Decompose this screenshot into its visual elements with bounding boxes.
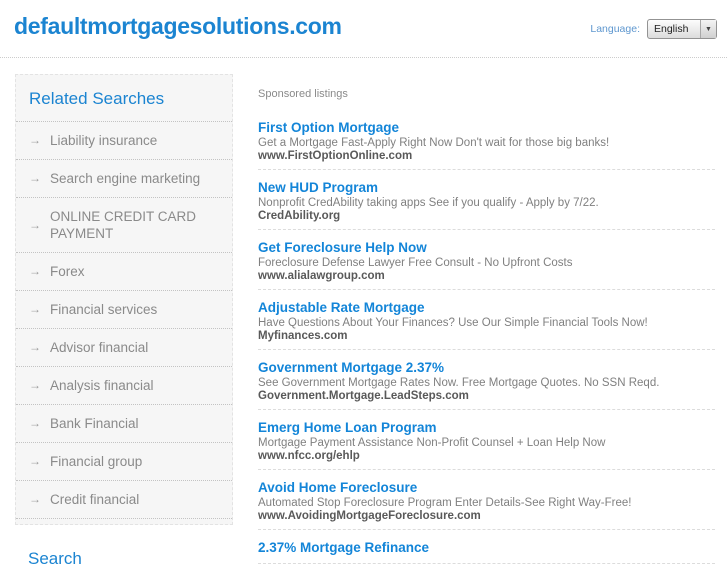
related-search-item[interactable] [16,253,232,291]
listing-url: Government.Mortgage.LeadSteps.com [258,390,469,402]
listing-url: www.FirstOptionOnline.com [258,150,413,162]
listing-url: www.nfcc.org/ehlp [258,450,360,462]
page-layout [0,58,727,573]
related-search-label: Forex [50,264,85,279]
chevron-down-icon[interactable]: ▼ [700,20,716,38]
listing-title-link[interactable]: Get Foreclosure Help Now [258,240,427,255]
related-searches-title: Related Searches [16,89,232,122]
search-section-title: Search [28,549,82,568]
arrow-right-icon: → [29,133,41,147]
listing-url: Myfinances.com [258,330,348,342]
sponsored-listing [258,359,715,410]
sponsored-listing [258,239,715,290]
listing-description: Get a Mortgage Fast-Apply Right Now Don't wait for those big banks! [258,137,610,149]
listing-title-link[interactable]: First Option Mortgage [258,120,399,135]
listing-description: Mortgage Payment Assistance Non-Profit Counsel + Loan Help Now [258,437,606,449]
listing-url: www.alialawgroup.com [258,270,385,282]
arrow-right-icon: → [29,217,41,232]
related-search-label: ONLINE CREDIT CARD PAYMENT [50,209,197,241]
listing-title-link[interactable]: Avoid Home Foreclosure [258,480,418,495]
language-label: Language: [590,23,640,35]
arrow-right-icon: → [29,340,41,354]
related-search-item[interactable] [16,405,232,443]
related-searches-box [15,74,233,525]
arrow-right-icon: → [29,416,41,430]
listing-description: Foreclosure Defense Lawyer Free Consult - No Upfront Costs [258,257,573,269]
listing-title-link[interactable]: 2.37% Mortgage Refinance [258,540,430,555]
listing-url: www.AvoidingMortgageForeclosure.com [258,510,481,522]
arrow-right-icon: → [29,171,41,185]
header [0,0,727,39]
listing-title-link[interactable]: Adjustable Rate Mortgage [258,300,425,315]
related-search-item[interactable] [16,329,232,367]
related-search-item[interactable] [16,291,232,329]
listing-description: Automated Stop Foreclosure Program Enter Details-See Right Way-Free! [258,497,632,509]
sponsored-listing [258,539,715,564]
related-search-item[interactable] [16,443,232,481]
related-search-label: Financial group [50,454,143,469]
page-title: defaultmortgagesolutions.com [14,13,342,39]
arrow-right-icon: → [29,492,41,506]
arrow-right-icon: → [29,302,41,316]
related-search-item[interactable] [16,122,232,160]
related-search-label: Search engine marketing [50,171,201,186]
related-search-label: Liability insurance [50,133,158,148]
related-search-item[interactable] [16,367,232,405]
related-search-item[interactable] [16,481,232,519]
listing-description: Have Questions About Your Finances? Use Our Simple Financial Tools Now! [258,317,648,329]
arrow-right-icon: → [29,378,41,392]
language-dropdown[interactable] [647,19,717,39]
arrow-right-icon: → [29,454,41,468]
sponsored-listing [258,479,715,530]
listing-title-link[interactable]: Emerg Home Loan Program [258,420,437,435]
related-search-label: Bank Financial [50,416,139,431]
related-search-label: Credit financial [50,492,140,507]
listing-description: Nonprofit CredAbility taking apps See if you qualify - Apply by 7/22. [258,197,599,209]
sponsored-listings [258,119,715,564]
listing-title-link[interactable]: New HUD Program [258,180,379,195]
main-content [258,58,715,573]
arrow-right-icon: → [29,264,41,278]
sidebar [15,58,233,569]
language-area [590,19,717,39]
related-search-item[interactable] [16,160,232,198]
sponsored-listing [258,179,715,230]
related-search-label: Financial services [50,302,158,317]
listing-title-link[interactable]: Government Mortgage 2.37% [258,360,445,375]
sponsored-listings-label: Sponsored listings [258,88,348,100]
sponsored-listing [258,299,715,350]
sponsored-listing [258,419,715,470]
sponsored-listing [258,119,715,170]
related-search-label: Analysis financial [50,378,154,393]
language-dropdown-value: English [654,23,689,35]
listing-description: See Government Mortgage Rates Now. Free Mortgage Quotes. No SSN Reqd. [258,377,660,389]
related-search-item[interactable] [16,198,232,253]
related-search-label: Advisor financial [50,340,149,355]
listing-url: CredAbility.org [258,210,341,222]
related-searches-list [16,122,232,519]
